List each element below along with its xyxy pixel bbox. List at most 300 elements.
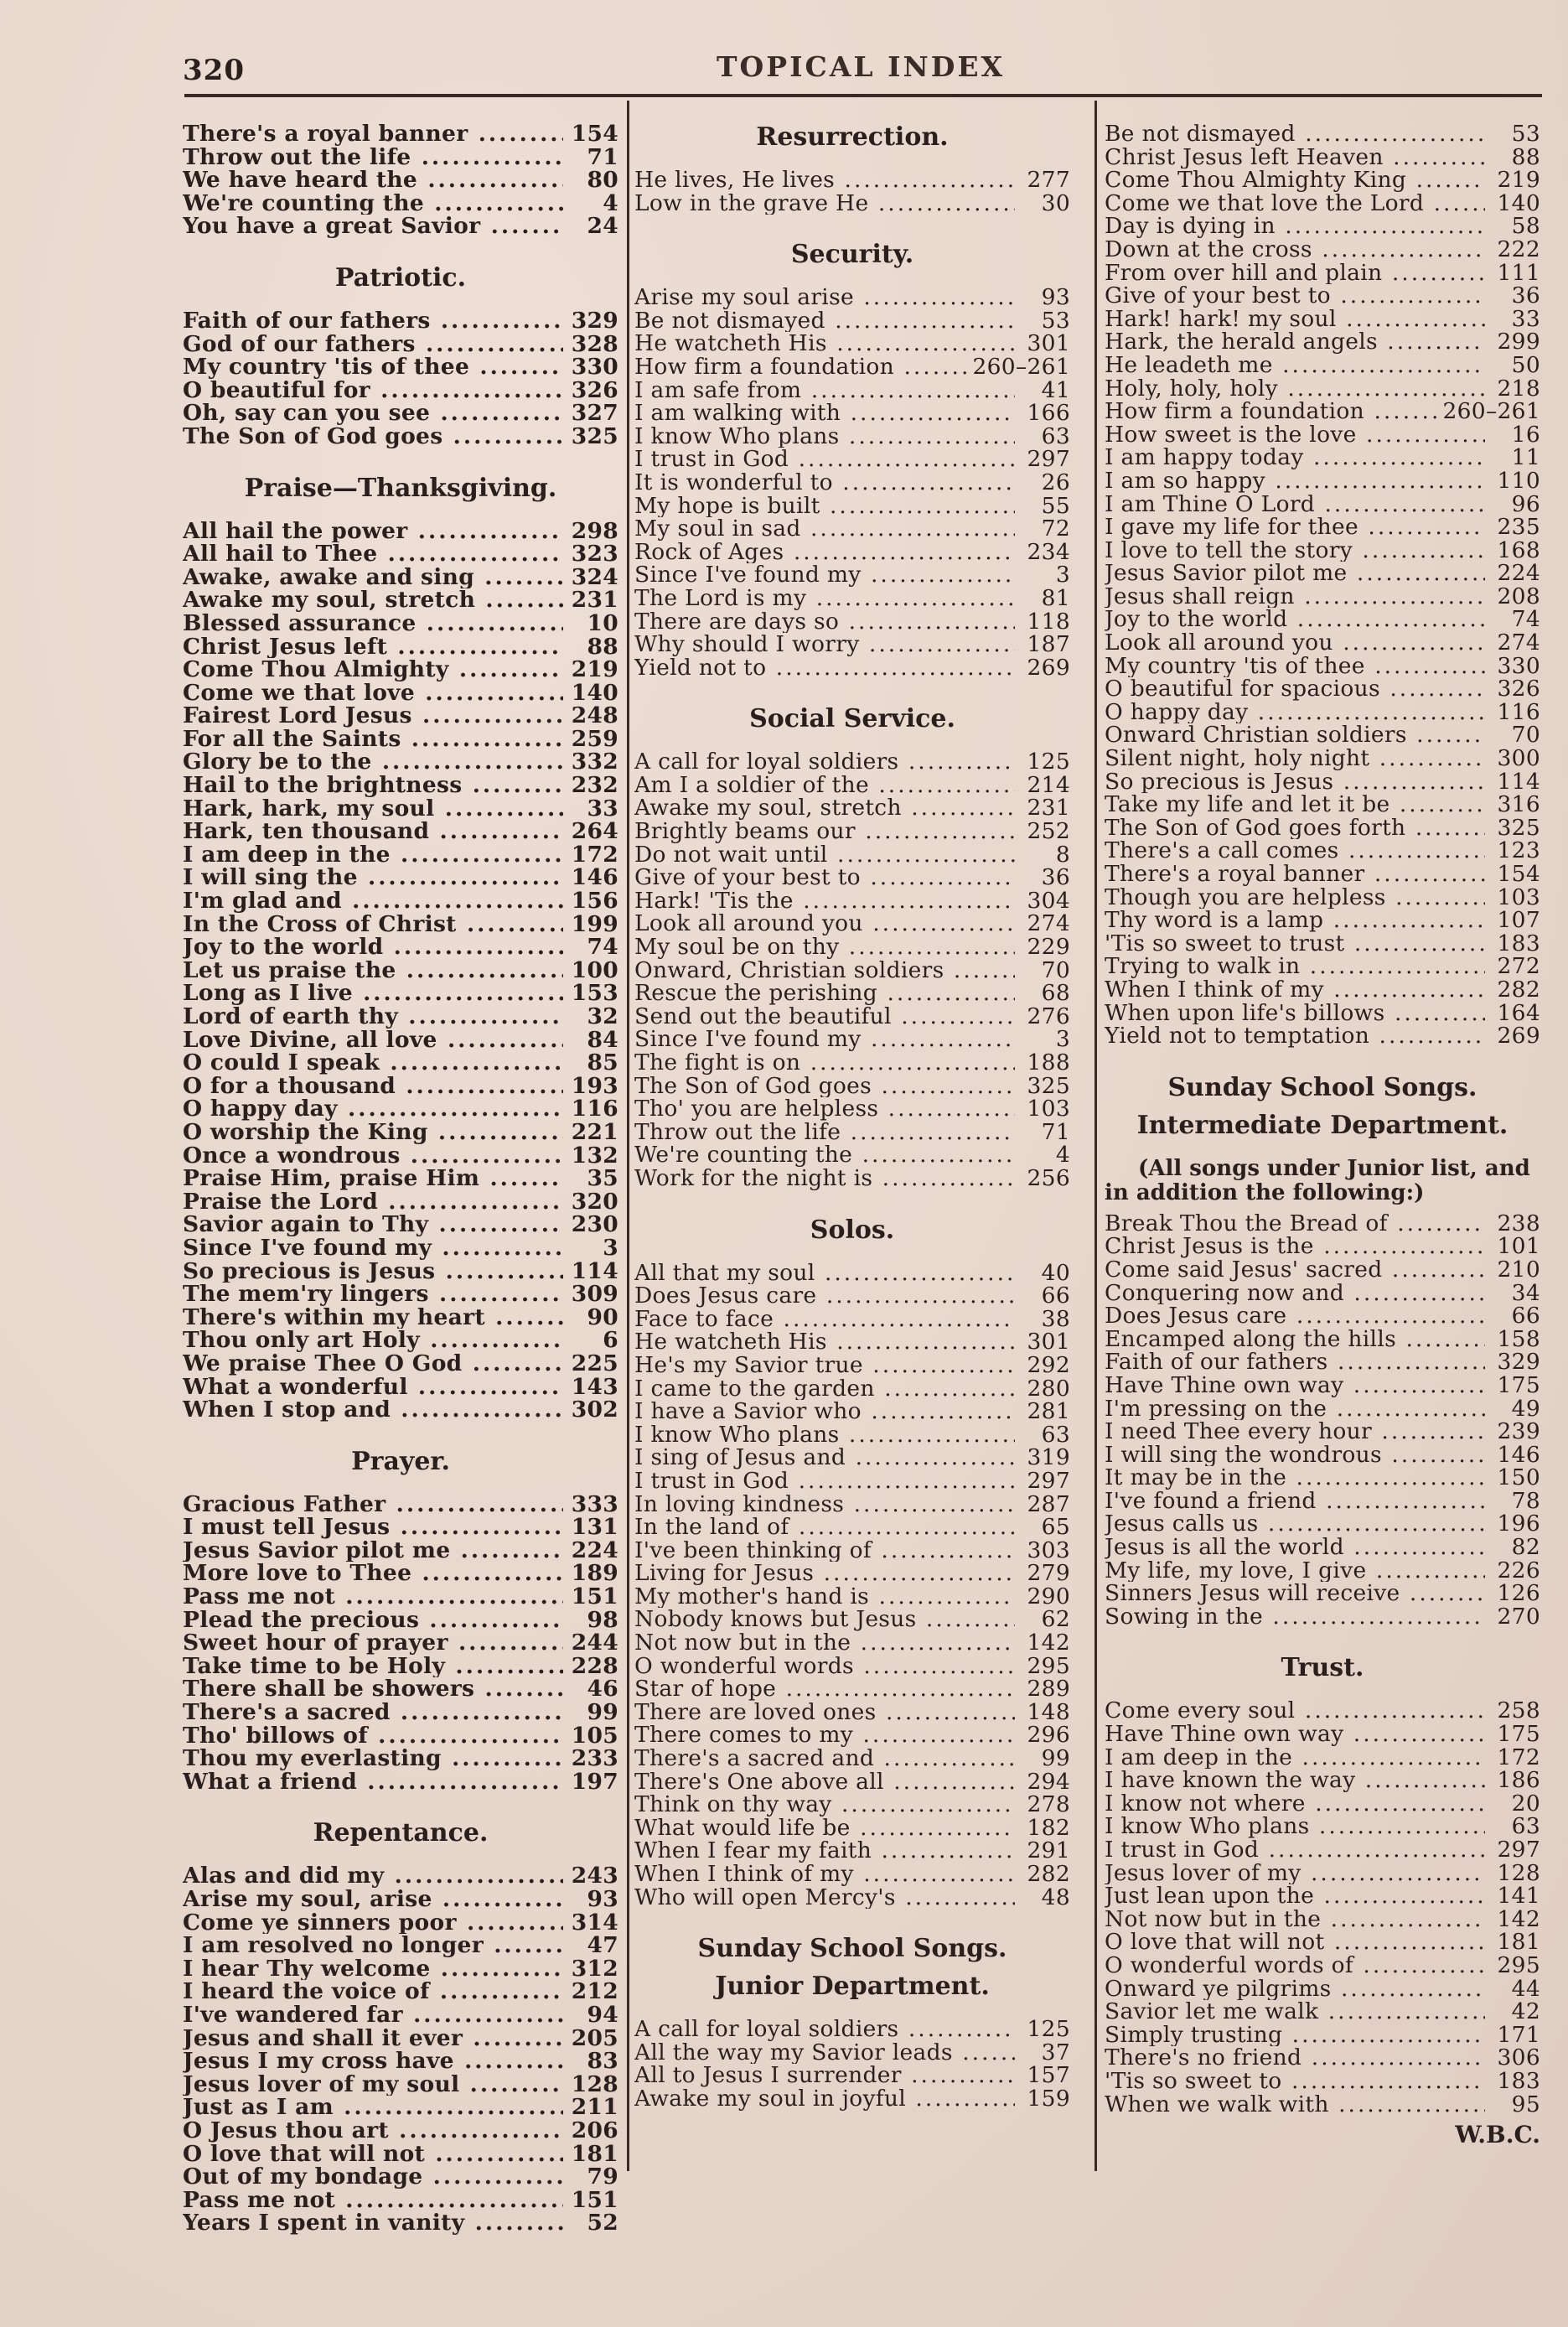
hymn-number: 166 bbox=[1027, 400, 1070, 427]
hymn-number: 248 bbox=[571, 702, 618, 729]
hymn-number: 154 bbox=[1497, 861, 1540, 887]
index-entry bbox=[1105, 1977, 1540, 2001]
index-entry bbox=[634, 584, 1070, 611]
index-entry bbox=[1105, 1582, 1540, 1605]
index-entry bbox=[183, 1980, 618, 2003]
index-entry bbox=[1105, 1723, 1540, 1746]
hymn-title: There are loved ones ..... bbox=[634, 1701, 1015, 1724]
hymn-title: Since I've found my ..... bbox=[183, 1236, 563, 1260]
index-entry bbox=[183, 1490, 618, 1517]
hymn-number: 229 bbox=[1027, 934, 1070, 961]
hymn-number: 42 bbox=[1511, 1998, 1540, 2025]
hymn-title: Low in the grave He ..... bbox=[634, 192, 1015, 215]
hymn-number: 48 bbox=[1041, 1884, 1070, 1910]
hymn-number: 260–261 bbox=[1442, 398, 1540, 425]
index-entry bbox=[634, 1028, 1070, 1051]
section-heading: Repentance. bbox=[313, 1818, 489, 1848]
hymn-title: There's a sacred ..... bbox=[183, 1701, 563, 1724]
hymn-title: Face to face ..... bbox=[634, 1308, 1015, 1331]
hymn-number: 292 bbox=[1027, 1351, 1070, 1378]
hymn-title: O wonderful words of ..... bbox=[1105, 1954, 1485, 1977]
hymn-title: All the way my Savior leads ..... bbox=[634, 2041, 1015, 2065]
hymn-number: 314 bbox=[571, 1909, 618, 1936]
hymn-title: Glory be to the ..... bbox=[183, 750, 563, 774]
hymn-number: 26 bbox=[1041, 469, 1070, 495]
index-entry bbox=[183, 1864, 618, 1888]
hymn-title: I am deep in the ..... bbox=[183, 843, 563, 867]
hymn-number: 226 bbox=[1497, 1557, 1540, 1583]
index-entry bbox=[634, 1072, 1070, 1099]
hymn-title: The Son of God goes forth ..... bbox=[1105, 816, 1485, 840]
hymn-number: 118 bbox=[1027, 608, 1070, 635]
hymn-number: 107 bbox=[1497, 907, 1540, 934]
index-entry bbox=[1105, 1931, 1540, 1954]
hymn-title: My soul be on thy ..... bbox=[634, 935, 1015, 959]
index-entry bbox=[634, 1164, 1070, 1191]
hymn-number: 172 bbox=[571, 841, 618, 868]
hymn-number: 153 bbox=[571, 980, 618, 1007]
hymn-title: He watcheth His ..... bbox=[634, 1330, 1015, 1354]
hymn-number: 38 bbox=[1041, 1305, 1070, 1332]
hymn-number: 150 bbox=[1497, 1464, 1540, 1491]
hymn-number: 3 bbox=[1055, 1026, 1070, 1053]
index-entry bbox=[634, 1259, 1070, 1286]
hymn-number: 11 bbox=[1511, 444, 1540, 471]
index-entry bbox=[1105, 446, 1540, 469]
index-entry bbox=[634, 332, 1070, 355]
hymn-number: 319 bbox=[1027, 1444, 1070, 1471]
index-entry bbox=[1105, 2046, 1540, 2070]
hymn-number: 128 bbox=[1497, 1859, 1540, 1886]
hymn-number: 306 bbox=[1497, 2045, 1540, 2071]
index-entry bbox=[183, 1585, 618, 1609]
hymn-title: Why should I worry ..... bbox=[634, 633, 1015, 656]
index-entry bbox=[634, 935, 1070, 959]
hymn-number: 234 bbox=[1027, 538, 1070, 565]
hymn-number: 63 bbox=[1041, 422, 1070, 449]
index-entry bbox=[1105, 631, 1540, 655]
hymn-number: 33 bbox=[1511, 305, 1540, 332]
index-entry bbox=[183, 563, 618, 590]
hymn-number: 224 bbox=[571, 1537, 618, 1563]
hymn-title: I am so happy ..... bbox=[1105, 469, 1485, 493]
index-entry bbox=[183, 1516, 618, 1539]
index-entry bbox=[183, 1701, 618, 1724]
index-entry bbox=[183, 1213, 618, 1236]
hymn-number: 189 bbox=[571, 1560, 618, 1587]
hymn-number: 125 bbox=[1027, 749, 1070, 775]
hymn-number: 183 bbox=[1497, 930, 1540, 956]
index-entry bbox=[183, 1631, 618, 1655]
index-entry bbox=[183, 1539, 618, 1563]
hymn-number: 224 bbox=[1497, 560, 1540, 587]
hymn-number: 232 bbox=[571, 772, 618, 799]
hymn-title: In loving kindness ..... bbox=[634, 1493, 1015, 1516]
hymn-number: 140 bbox=[571, 679, 618, 706]
index-entry bbox=[183, 2165, 618, 2189]
hymn-title: Years I spent in vanity ..... bbox=[183, 2211, 563, 2235]
index-entry bbox=[634, 1330, 1070, 1354]
hymn-title: Faith of our fathers ..... bbox=[1105, 1350, 1485, 1374]
index-entry bbox=[183, 704, 618, 728]
hymn-title: Hark, hark, my soul ..... bbox=[183, 797, 563, 821]
hymn-title: There's a royal banner ..... bbox=[1105, 863, 1485, 886]
index-entry bbox=[1105, 284, 1540, 308]
index-entry bbox=[183, 2096, 618, 2119]
hymn-title: We're counting the ..... bbox=[183, 192, 563, 215]
hymn-number: 114 bbox=[1497, 768, 1540, 795]
index-entry bbox=[634, 633, 1070, 656]
hymn-title: Since I've found my ..... bbox=[634, 563, 1015, 587]
index-entry bbox=[183, 1911, 618, 1935]
hymn-number: 47 bbox=[587, 1932, 618, 1959]
hymn-title: When I stop and ..... bbox=[183, 1398, 563, 1422]
hymn-number: 140 bbox=[1497, 189, 1540, 216]
index-entry bbox=[183, 588, 618, 612]
index-entry bbox=[1105, 652, 1540, 679]
hymn-title: I came to the garden ..... bbox=[634, 1377, 1015, 1401]
index-entry bbox=[1105, 1859, 1540, 1886]
hymn-title: Come ye sinners poor ..... bbox=[183, 1911, 563, 1935]
hymn-title: I trust in God ..... bbox=[634, 1469, 1015, 1493]
hymn-title: O for a thousand ..... bbox=[183, 1075, 563, 1098]
hymn-number: 316 bbox=[1497, 791, 1540, 818]
hymn-number: 3 bbox=[603, 1234, 618, 1261]
hymn-title: God of our fathers ..... bbox=[183, 333, 563, 356]
hymn-title: I have known the way ..... bbox=[1105, 1769, 1485, 1792]
hymn-number: 81 bbox=[1041, 584, 1070, 611]
hymn-number: 297 bbox=[1027, 446, 1070, 473]
hymn-number: 148 bbox=[1027, 1698, 1070, 1725]
hymn-number: 16 bbox=[1511, 421, 1540, 448]
hymn-title: What would life be ..... bbox=[634, 1817, 1015, 1840]
index-entry bbox=[1105, 305, 1540, 332]
index-entry bbox=[634, 843, 1070, 867]
index-entry bbox=[183, 1352, 618, 1376]
hymn-title: I have a Savior who ..... bbox=[634, 1400, 1015, 1423]
hymn-title: He lives, He lives ..... bbox=[634, 168, 1015, 192]
index-entry bbox=[634, 1814, 1070, 1841]
hymn-title: Be not dismayed ..... bbox=[1105, 122, 1485, 146]
index-entry bbox=[634, 1143, 1070, 1167]
index-entry bbox=[183, 517, 618, 544]
index-entry bbox=[634, 2087, 1070, 2111]
hymn-title: He watcheth His ..... bbox=[634, 332, 1015, 355]
hymn-number: 328 bbox=[571, 330, 618, 357]
index-entry bbox=[634, 189, 1070, 216]
hymn-title: Jesus calls us ..... bbox=[1105, 1512, 1485, 1536]
index-entry bbox=[634, 376, 1070, 403]
index-entry bbox=[634, 517, 1070, 541]
hymn-number: 132 bbox=[571, 1142, 618, 1169]
hymn-title: There's a sacred and ..... bbox=[634, 1747, 1015, 1770]
index-entry bbox=[1105, 698, 1540, 725]
index-entry bbox=[634, 889, 1070, 913]
hymn-title: What a friend ..... bbox=[183, 1770, 563, 1794]
index-entry bbox=[183, 189, 618, 216]
index-section bbox=[634, 122, 1070, 215]
index-entry bbox=[1105, 608, 1540, 631]
hymn-title: For all the Saints ..... bbox=[183, 728, 563, 751]
index-entry bbox=[634, 1423, 1070, 1447]
index-column-middle bbox=[634, 122, 1070, 2111]
hymn-number: 157 bbox=[1027, 2062, 1070, 2089]
hymn-title: Fairest Lord Jesus ..... bbox=[183, 704, 563, 728]
hymn-number: 175 bbox=[1497, 1371, 1540, 1398]
hymn-number: 301 bbox=[1027, 330, 1070, 357]
hymn-number: 53 bbox=[1511, 121, 1540, 147]
hymn-title: Come we that love the Lord ..... bbox=[1105, 192, 1485, 215]
index-entry bbox=[1105, 143, 1540, 170]
hymn-title: A call for loyal soldiers ..... bbox=[634, 750, 1015, 774]
index-entry bbox=[183, 1118, 618, 1145]
index-entry bbox=[183, 797, 618, 821]
hymn-number: 103 bbox=[1027, 1096, 1070, 1122]
index-entry bbox=[1105, 816, 1540, 840]
hymn-title: 'Tis so sweet to ..... bbox=[1105, 2070, 1485, 2093]
hymn-number: 269 bbox=[1027, 654, 1070, 681]
index-section bbox=[1105, 1653, 1540, 2116]
index-entry bbox=[634, 956, 1070, 983]
hymn-title: Onward, Christian soldiers ..... bbox=[634, 959, 1015, 982]
index-entry bbox=[634, 912, 1070, 935]
hymn-title: Hark! hark! my soul ..... bbox=[1105, 308, 1485, 331]
index-entry bbox=[1105, 377, 1540, 401]
hymn-number: 94 bbox=[587, 2001, 618, 2028]
index-entry bbox=[1105, 1024, 1540, 1048]
hymn-number: 290 bbox=[1027, 1583, 1070, 1609]
index-entry bbox=[1105, 1884, 1540, 1908]
hymn-title: Just as I am ..... bbox=[183, 2096, 563, 2119]
hymn-title: All hail to Thee ..... bbox=[183, 542, 563, 566]
hymn-number: 270 bbox=[1497, 1603, 1540, 1630]
index-column-right bbox=[1105, 122, 1540, 2148]
hymn-number: 274 bbox=[1497, 630, 1540, 656]
index-entry bbox=[634, 750, 1070, 774]
hymn-title: Break Thou the Bread of ..... bbox=[1105, 1212, 1485, 1236]
hymn-number: 55 bbox=[1041, 492, 1070, 519]
hymn-number: 208 bbox=[1497, 583, 1540, 609]
hymn-title: Plead the precious ..... bbox=[183, 1609, 563, 1632]
hymn-title: O worship the King ..... bbox=[183, 1121, 563, 1144]
hymn-number: 325 bbox=[1027, 1072, 1070, 1099]
hymn-number: 304 bbox=[1027, 887, 1070, 914]
hymn-number: 187 bbox=[1027, 631, 1070, 658]
index-entry bbox=[634, 1631, 1070, 1655]
index-entry bbox=[1105, 1536, 1540, 1559]
hymn-title: I've found a friend ..... bbox=[1105, 1490, 1485, 1513]
hymn-number: 260–261 bbox=[972, 353, 1070, 380]
hymn-title: I trust in God ..... bbox=[634, 448, 1015, 471]
hymn-number: 323 bbox=[571, 541, 618, 567]
hymn-number: 206 bbox=[571, 2117, 618, 2143]
index-section bbox=[183, 263, 618, 448]
index-section bbox=[183, 1447, 618, 1794]
hymn-title: Jesus Savior pilot me ..... bbox=[183, 1539, 563, 1563]
hymn-title: You have a great Savior ..... bbox=[183, 215, 563, 238]
index-entry bbox=[183, 1652, 618, 1679]
hymn-number: 114 bbox=[571, 1257, 618, 1284]
index-entry bbox=[183, 2140, 618, 2167]
hymn-number: 128 bbox=[571, 2070, 618, 2097]
hymn-title: When I think of my ..... bbox=[1105, 978, 1485, 1002]
hymn-number: 258 bbox=[1497, 1697, 1540, 1724]
hymn-title: I am deep in the ..... bbox=[1105, 1746, 1485, 1770]
index-entry bbox=[634, 771, 1070, 798]
hymn-title: O beautiful for ..... bbox=[183, 379, 563, 402]
hymn-title: There comes to my ..... bbox=[634, 1723, 1015, 1747]
hymn-number: 10 bbox=[587, 609, 618, 636]
index-entry bbox=[183, 910, 618, 937]
hymn-number: 70 bbox=[1041, 956, 1070, 983]
hymn-title: How firm a foundation ..... bbox=[634, 355, 967, 379]
index-entry bbox=[1105, 585, 1540, 609]
index-entry bbox=[634, 286, 1070, 309]
index-entry bbox=[634, 1886, 1070, 1910]
index-entry bbox=[183, 168, 618, 192]
hymn-number: 98 bbox=[587, 1606, 618, 1633]
index-entry bbox=[634, 1585, 1070, 1609]
hymn-title: Come Thou Almighty ..... bbox=[183, 658, 563, 682]
hymn-title: I sing of Jesus and ..... bbox=[634, 1446, 1015, 1469]
index-entry bbox=[183, 1051, 618, 1075]
section-heading: Social Service. bbox=[749, 704, 955, 734]
hymn-number: 95 bbox=[1511, 2091, 1540, 2117]
index-entry bbox=[634, 1793, 1070, 1817]
hymn-title: Lord of earth thy ..... bbox=[183, 1005, 563, 1029]
index-entry bbox=[1105, 793, 1540, 816]
hymn-number: 219 bbox=[1497, 167, 1540, 194]
index-entry bbox=[634, 422, 1070, 449]
hymn-number: 85 bbox=[587, 1049, 618, 1076]
index-entry bbox=[1105, 863, 1540, 886]
index-entry bbox=[634, 656, 1070, 680]
hymn-title: My hope is built ..... bbox=[634, 495, 1015, 518]
index-entry bbox=[183, 1283, 618, 1306]
hymn-number: 218 bbox=[1497, 375, 1540, 402]
hymn-title: Pass me not ..... bbox=[183, 1585, 563, 1609]
index-entry bbox=[183, 376, 618, 403]
hymn-title: Come every soul ..... bbox=[1105, 1699, 1485, 1723]
hymn-number: 287 bbox=[1027, 1490, 1070, 1517]
index-entry bbox=[1105, 1769, 1540, 1792]
hymn-title: I know Who plans ..... bbox=[1105, 1815, 1485, 1838]
hymn-title: My soul in sad ..... bbox=[634, 517, 1015, 541]
hymn-title: I need Thee every hour ..... bbox=[1105, 1420, 1485, 1443]
index-entry bbox=[1105, 909, 1540, 932]
hymn-number: 50 bbox=[1511, 351, 1540, 378]
hymn-title: Trying to walk in ..... bbox=[1105, 955, 1485, 978]
hymn-title: Pass me not ..... bbox=[183, 2189, 563, 2212]
hymn-title: The fight is on ..... bbox=[634, 1051, 1015, 1075]
hymn-number: 105 bbox=[571, 1722, 618, 1749]
index-entry bbox=[1105, 2067, 1540, 2094]
hymn-number: 197 bbox=[571, 1768, 618, 1795]
index-entry bbox=[1105, 723, 1540, 747]
hymn-number: 327 bbox=[571, 400, 618, 427]
index-column-left bbox=[183, 122, 618, 2235]
hymn-title: Thou my everlasting ..... bbox=[183, 1747, 563, 1770]
hymn-title: Tho' billows of ..... bbox=[183, 1724, 563, 1748]
index-entry bbox=[634, 1097, 1070, 1121]
index-entry bbox=[1105, 1559, 1540, 1583]
hymn-number: 90 bbox=[587, 1303, 618, 1330]
index-entry bbox=[1105, 490, 1540, 517]
index-entry bbox=[183, 679, 618, 706]
hymn-title: Awake my soul in joyful ..... bbox=[634, 2087, 1015, 2111]
index-section bbox=[634, 704, 1070, 1189]
index-entry bbox=[183, 1236, 618, 1260]
index-entry bbox=[183, 1888, 618, 1911]
hymn-title: I love to tell the story ..... bbox=[1105, 539, 1485, 562]
hymn-title: So precious is Jesus ..... bbox=[1105, 770, 1485, 794]
index-entry bbox=[183, 2211, 618, 2235]
hymn-title: Silent night, holy night ..... bbox=[1105, 747, 1485, 770]
hymn-number: 324 bbox=[571, 563, 618, 590]
section-heading: Patriotic. bbox=[334, 262, 467, 293]
index-entry bbox=[1105, 1605, 1540, 1629]
index-entry bbox=[634, 168, 1070, 192]
index-entry bbox=[634, 309, 1070, 333]
hymn-number: 4 bbox=[1055, 1142, 1070, 1169]
index-entry bbox=[183, 1677, 618, 1701]
hymn-title: Jesus and shall it ever ..... bbox=[183, 2027, 563, 2050]
hymn-number: 3 bbox=[1055, 562, 1070, 588]
hymn-number: 282 bbox=[1027, 1861, 1070, 1887]
hymn-title: I trust in God ..... bbox=[1105, 1838, 1485, 1862]
hymn-title: Take time to be Holy ..... bbox=[183, 1655, 563, 1678]
hymn-title: Sweet hour of prayer ..... bbox=[183, 1631, 563, 1655]
hymn-title: It is wonderful to ..... bbox=[634, 471, 1015, 495]
hymn-title: Let us praise the ..... bbox=[183, 959, 563, 982]
hymn-title: Jesus lover of my soul ..... bbox=[183, 2073, 563, 2096]
index-entry bbox=[183, 2003, 618, 2027]
index-entry bbox=[634, 1863, 1070, 1886]
hymn-title: The Son of God goes ..... bbox=[183, 425, 563, 448]
hymn-title: Have Thine own way ..... bbox=[1105, 1374, 1485, 1397]
hymn-number: 142 bbox=[1027, 1630, 1070, 1656]
index-entry bbox=[183, 658, 618, 682]
hymn-title: Oh, say can you see ..... bbox=[183, 402, 563, 425]
hymn-title: Just lean upon the ..... bbox=[1105, 1884, 1485, 1908]
index-entry bbox=[1105, 330, 1540, 354]
hymn-title: When upon life's billows ..... bbox=[1105, 1002, 1485, 1025]
hymn-number: 196 bbox=[1497, 1511, 1540, 1537]
hymn-title: There shall be showers ..... bbox=[183, 1677, 563, 1701]
index-entry bbox=[1105, 351, 1540, 378]
hymn-number: 68 bbox=[1041, 980, 1070, 1007]
hymn-title: There's a royal banner ..... bbox=[183, 122, 563, 146]
hymn-title: O wonderful words ..... bbox=[634, 1655, 1015, 1678]
index-entry bbox=[183, 1770, 618, 1794]
index-entry bbox=[634, 563, 1070, 587]
hymn-number: 82 bbox=[1511, 1534, 1540, 1561]
hymn-number: 276 bbox=[1027, 1003, 1070, 1029]
index-entry bbox=[1105, 1212, 1540, 1236]
hymn-number: 181 bbox=[571, 2140, 618, 2167]
section-heading: Sunday School Songs. bbox=[697, 1934, 1007, 1964]
index-entry bbox=[183, 1373, 618, 1400]
hymn-number: 44 bbox=[1511, 1975, 1540, 2002]
hymn-title: Though you are helpless ..... bbox=[1105, 886, 1485, 910]
index-entry bbox=[1105, 1325, 1540, 1352]
hymn-title: Onward Christian soldiers ..... bbox=[1105, 723, 1485, 747]
index-entry bbox=[634, 448, 1070, 471]
hymn-title: Star of hope ..... bbox=[634, 1677, 1015, 1701]
section-heading: Praise—Thanksgiving. bbox=[244, 473, 557, 503]
hymn-number: 212 bbox=[571, 1978, 618, 2005]
hymn-number: 301 bbox=[1027, 1329, 1070, 1355]
